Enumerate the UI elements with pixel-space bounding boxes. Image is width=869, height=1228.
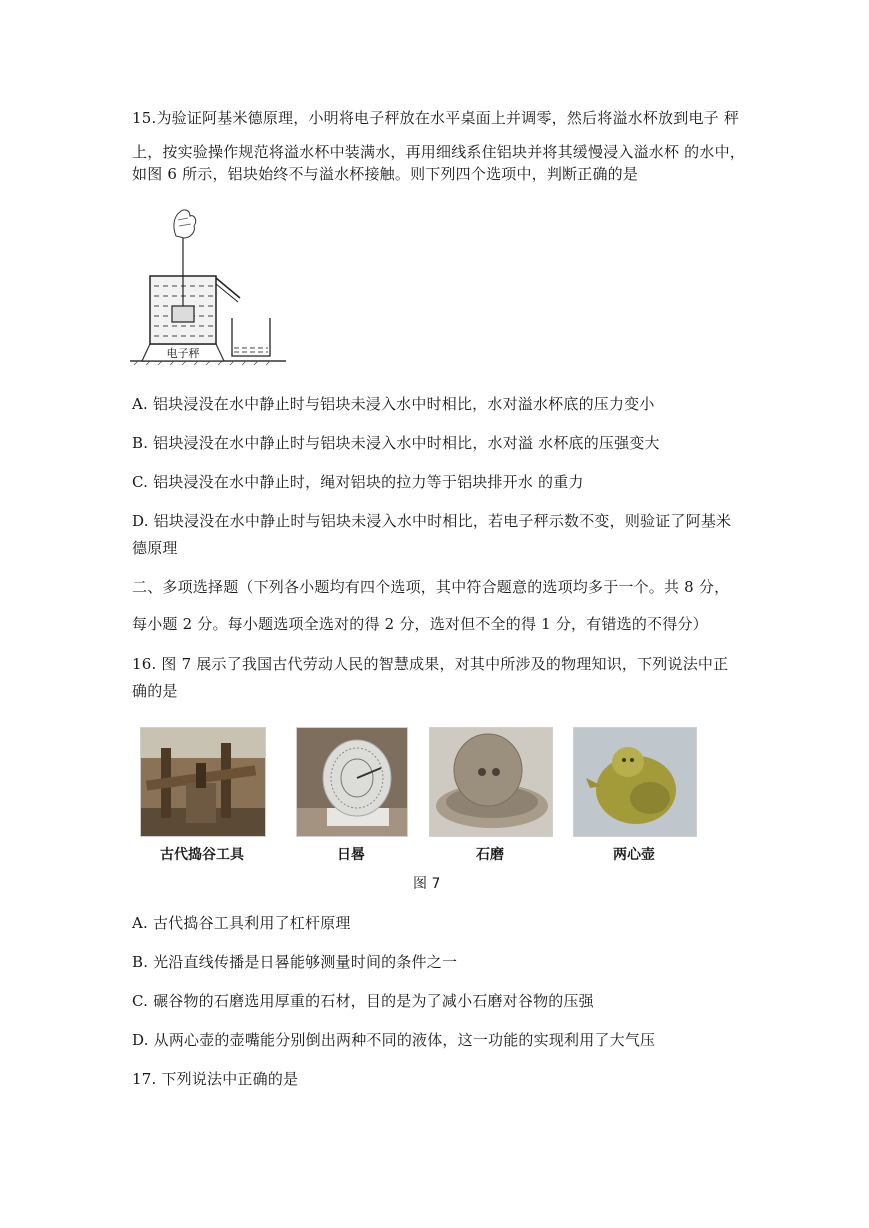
q15-stem-line-1: 15.为验证阿基米德原理，小明将电子秤放在水平桌面上并调零，然后将溢水杯放到电子 秤: [132, 109, 740, 127]
q15-option-b: B. 铝块浸没在水中静止时与铝块未浸入水中时相比，水对溢 水杯底的压强变大: [132, 434, 660, 452]
figure-7-label: 图 7: [413, 876, 441, 892]
q16-stem-line-2: 确的是: [132, 682, 178, 700]
q16-option-c: C. 碾谷物的石磨选用厚重的石材，目的是为了减小石磨对谷物的压强: [132, 992, 594, 1010]
dual-heart-pot-image: [573, 727, 697, 837]
q17-stem: 17. 下列说法中正确的是: [132, 1070, 299, 1088]
caption-dual-heart-pot: 两心壶: [613, 847, 655, 863]
pounding-tool-image: [140, 727, 266, 837]
q16-option-a: A. 古代捣谷工具利用了杠杆原理: [132, 914, 351, 932]
q15-stem-line-2: 上，按实验操作规范将溢水杯中装满水，再用细线系住铝块并将其缓慢浸入溢水杯 的水中，: [132, 143, 745, 161]
caption-stone-mill: 石磨: [476, 847, 504, 863]
q16-stem-line-1: 16. 图 7 展示了我国古代劳动人民的智慧成果，对其中所涉及的物理知识，下列说法中正: [132, 655, 729, 673]
q15-option-d-line-2: 德原理: [132, 539, 178, 557]
q15-option-d-line-1: D. 铝块浸没在水中静止时与铝块未浸入水中时相比，若电子秤示数不变，则验证了阿基米: [132, 512, 732, 530]
q15-stem-line-3: 如图 6 所示，铝块始终不与溢水杯接触。则下列四个选项中，判断正确的是: [132, 165, 639, 183]
section-2-heading-line-1: 二、多项选择题（下列各小题均有四个选项，其中符合题意的选项均多于一个。共 8 分，: [132, 578, 730, 596]
scale-label: 电子秤: [166, 347, 200, 360]
q16-option-b: B. 光沿直线传播是日晷能够测量时间的条件之一: [132, 953, 458, 971]
q15-option-a: A. 铝块浸没在水中静止时与铝块未浸入水中时相比，水对溢水杯底的压力变小: [132, 395, 655, 413]
figure-6-overflow-cup: [128, 206, 288, 366]
q16-option-d: D. 从两心壶的壶嘴能分别倒出两种不同的液体，这一功能的实现利用了大气压: [132, 1031, 656, 1049]
stone-mill-image: [429, 727, 553, 837]
caption-sundial: 日晷: [337, 847, 365, 863]
caption-pounding-tool: 古代捣谷工具: [160, 847, 244, 863]
q15-option-c: C. 铝块浸没在水中静止时，绳对铝块的拉力等于铝块排开水 的重力: [132, 473, 584, 491]
sundial-image: [296, 727, 408, 837]
section-2-heading-line-2: 每小题 2 分。每小题选项全选对的得 2 分，选对但不全的得 1 分，有错选的不得分）: [132, 615, 708, 633]
